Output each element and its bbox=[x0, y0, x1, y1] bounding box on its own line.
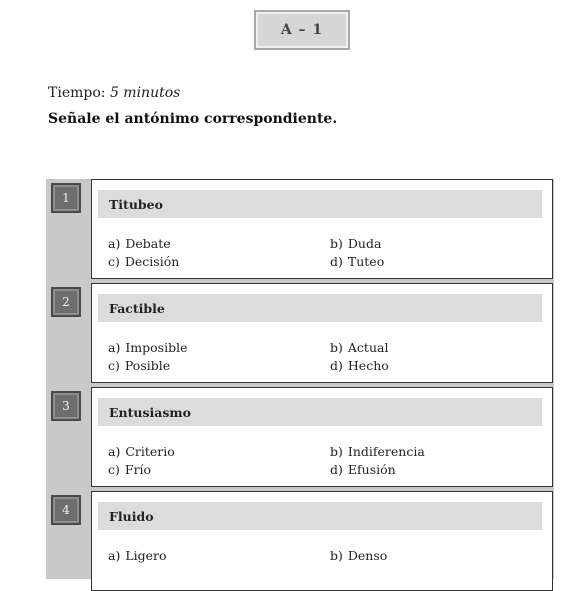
option-b[interactable]: b) Duda bbox=[330, 236, 382, 251]
option-c[interactable]: c) Decisión bbox=[108, 254, 180, 269]
option-b[interactable]: b) Indiferencia bbox=[330, 444, 425, 459]
time-label: Tiempo: bbox=[48, 85, 106, 101]
question-word: Entusiasmo bbox=[98, 398, 542, 426]
question-word: Factible bbox=[98, 294, 542, 322]
time-limit bbox=[48, 85, 180, 101]
option-a[interactable]: a) Debate bbox=[108, 236, 171, 251]
option-b[interactable]: b) Denso bbox=[330, 548, 388, 563]
question-number-badge: 1 bbox=[51, 183, 81, 213]
option-b[interactable]: b) Actual bbox=[330, 340, 389, 355]
option-c[interactable]: c) Frío bbox=[108, 462, 152, 477]
question-card bbox=[91, 179, 553, 279]
question-card bbox=[91, 491, 553, 591]
question-word: Fluido bbox=[98, 502, 542, 530]
question-list bbox=[46, 179, 554, 579]
section-code: A – 1 bbox=[280, 22, 324, 38]
option-a[interactable]: a) Ligero bbox=[108, 548, 167, 563]
option-d[interactable]: d) Hecho bbox=[330, 358, 389, 373]
question-number-badge: 3 bbox=[51, 391, 81, 421]
instruction-text: Señale el antónimo correspondiente. bbox=[48, 111, 338, 127]
option-a[interactable]: a) Criterio bbox=[108, 444, 175, 459]
time-value: 5 minutos bbox=[109, 85, 181, 101]
question-card bbox=[91, 283, 553, 383]
question-number-badge: 2 bbox=[51, 287, 81, 317]
option-a[interactable]: a) Imposible bbox=[108, 340, 188, 355]
question-number-badge: 4 bbox=[51, 495, 81, 525]
option-c[interactable]: c) Posible bbox=[108, 358, 171, 373]
option-d[interactable]: d) Efusión bbox=[330, 462, 396, 477]
question-word: Titubeo bbox=[98, 190, 542, 218]
question-card bbox=[91, 387, 553, 487]
option-d[interactable]: d) Tuteo bbox=[330, 254, 385, 269]
section-code-box bbox=[254, 10, 350, 50]
